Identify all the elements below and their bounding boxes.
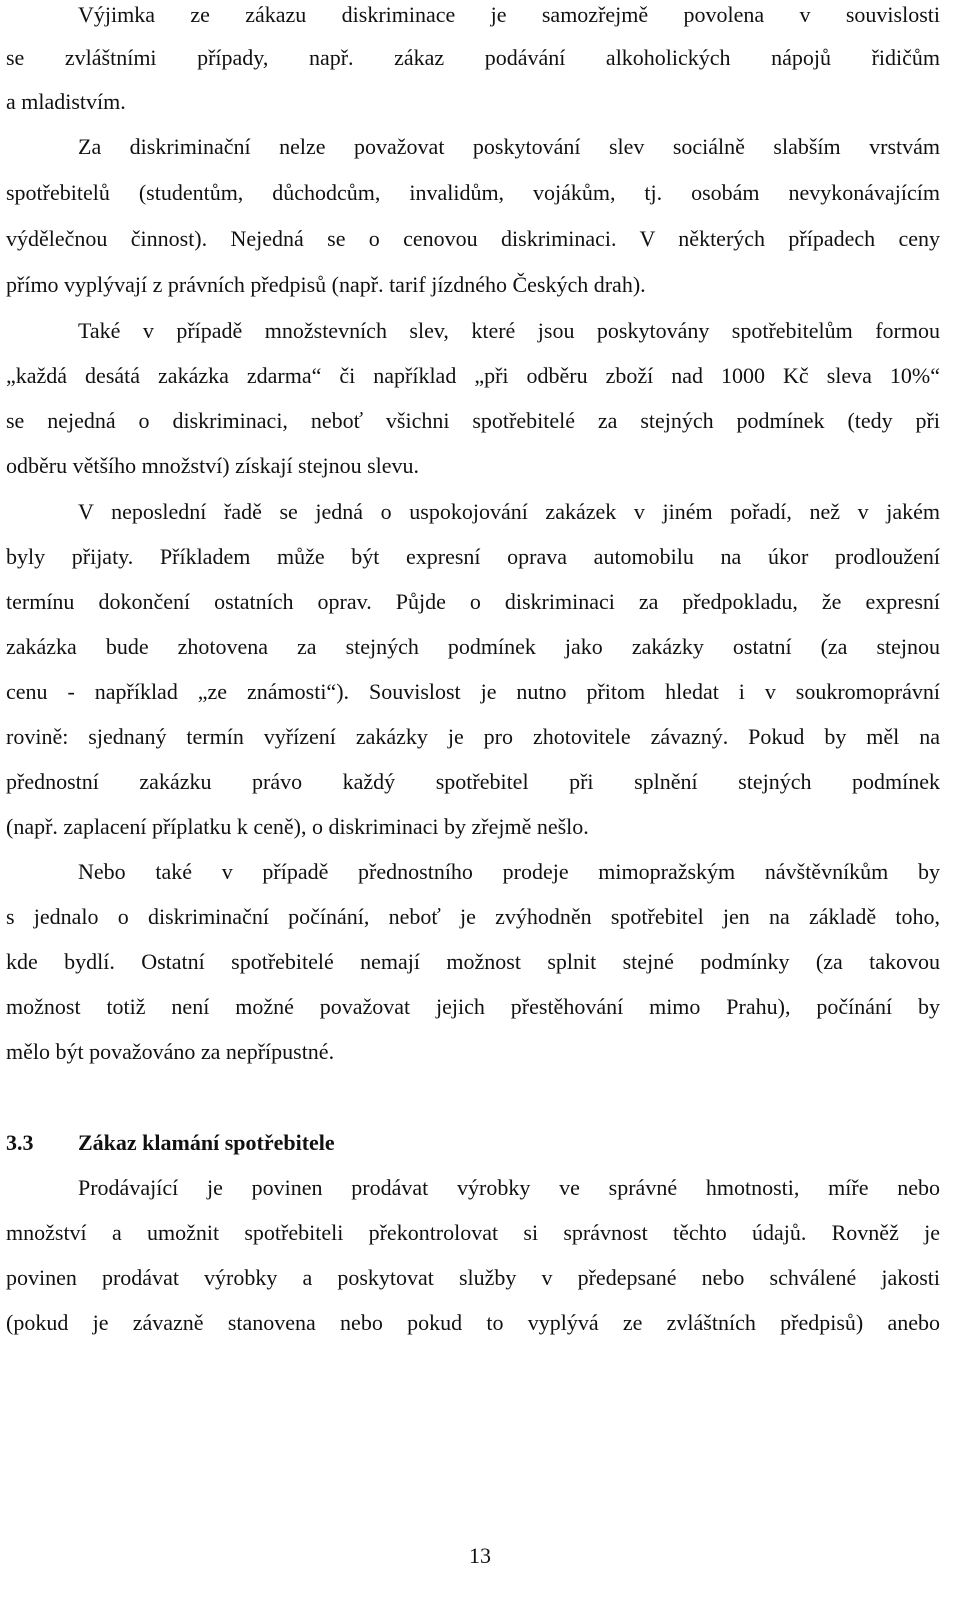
paragraph-line: zakázka bude zhotovena za stejných podmínek jako zakázky ostatní (za stejnou [6,634,940,659]
section-heading [6,1128,335,1158]
paragraph-line: termínu dokončení ostatních oprav. Půjde o diskriminaci za předpokladu, že expresní [6,589,940,614]
paragraph-line: a mladistvím. [6,89,126,114]
paragraph-line: mělo být považováno za nepřípustné. [6,1039,335,1064]
section-number: 3.3 [6,1130,34,1155]
paragraph-line: odběru většího množství) získají stejnou slevu. [6,453,420,478]
paragraph-line: „každá desátá zakázka zdarma“ či například „při odběru zboží nad 1000 Kč sleva 10%“ [6,363,940,388]
paragraph-line: možnost totiž není možné považovat jejich přestěhování mimo Prahu), počínání by [6,994,940,1019]
paragraph-line: se nejedná o diskriminaci, neboť všichni spotřebitelé za stejných podmínek (tedy při [6,408,940,433]
paragraph-line: kde bydlí. Ostatní spotřebitelé nemají možnost splnit stejné podmínky (za takovou [6,949,940,974]
paragraph-line: (pokud je závazně stanovena nebo pokud to vyplývá ze zvláštních předpisů) anebo [6,1310,940,1335]
paragraph-line: výdělečnou činnost). Nejedná se o cenovou diskriminaci. V některých případech ceny [6,226,940,251]
paragraph-line: povinen prodávat výrobky a poskytovat služby v předepsané nebo schválené jakosti [6,1265,940,1290]
paragraph-line: cenu - například „ze známosti“). Souvislost je nutno přitom hledat i v soukromoprávní [6,679,940,704]
paragraph-line: Nebo také v případě přednostního prodeje mimopražským návštěvníkům by [78,859,940,884]
section-title: Zákaz klamání spotřebitele [78,1130,335,1155]
paragraph-line: se zvláštními případy, např. zákaz podávání alkoholických nápojů řidičům [6,45,940,70]
paragraph-line: byly přijaty. Příkladem může být expresní oprava automobilu na úkor prodloužení [6,544,940,569]
page-number: 13 [469,1543,491,1568]
paragraph-line: přímo vyplývají z právních předpisů (např. tarif jízdného Českých drah). [6,272,646,297]
paragraph-line: Výjimka ze zákazu diskriminace je samozřejmě povolena v souvislosti [78,2,940,27]
paragraph-line: Prodávající je povinen prodávat výrobky ve správné hmotnosti, míře nebo [78,1175,940,1200]
paragraph-line: přednostní zakázku právo každý spotřebitel při splnění stejných podmínek [6,769,940,794]
paragraph-line: rovině: sjednaný termín vyřízení zakázky je pro zhotovitele závazný. Pokud by měl na [6,724,940,749]
paragraph-line: Také v případě množstevních slev, které jsou poskytovány spotřebitelům formou [78,318,940,343]
paragraph-line: V neposlední řadě se jedná o uspokojování zakázek v jiném pořadí, než v jakém [78,499,940,524]
paragraph-line: (např. zaplacení příplatku k ceně), o diskriminaci by zřejmě nešlo. [6,814,589,839]
paragraph-line: spotřebitelů (studentům, důchodcům, invalidům, vojákům, tj. osobám nevykonávajícím [6,180,940,205]
paragraph-line: s jednalo o diskriminační počínání, neboť je zvýhodněn spotřebitel jen na základě toho, [6,904,940,929]
paragraph-line: množství a umožnit spotřebiteli překontrolovat si správnost těchto údajů. Rovněž je [6,1220,940,1245]
paragraph-line: Za diskriminační nelze považovat poskytování slev sociálně slabším vrstvám [78,134,940,159]
